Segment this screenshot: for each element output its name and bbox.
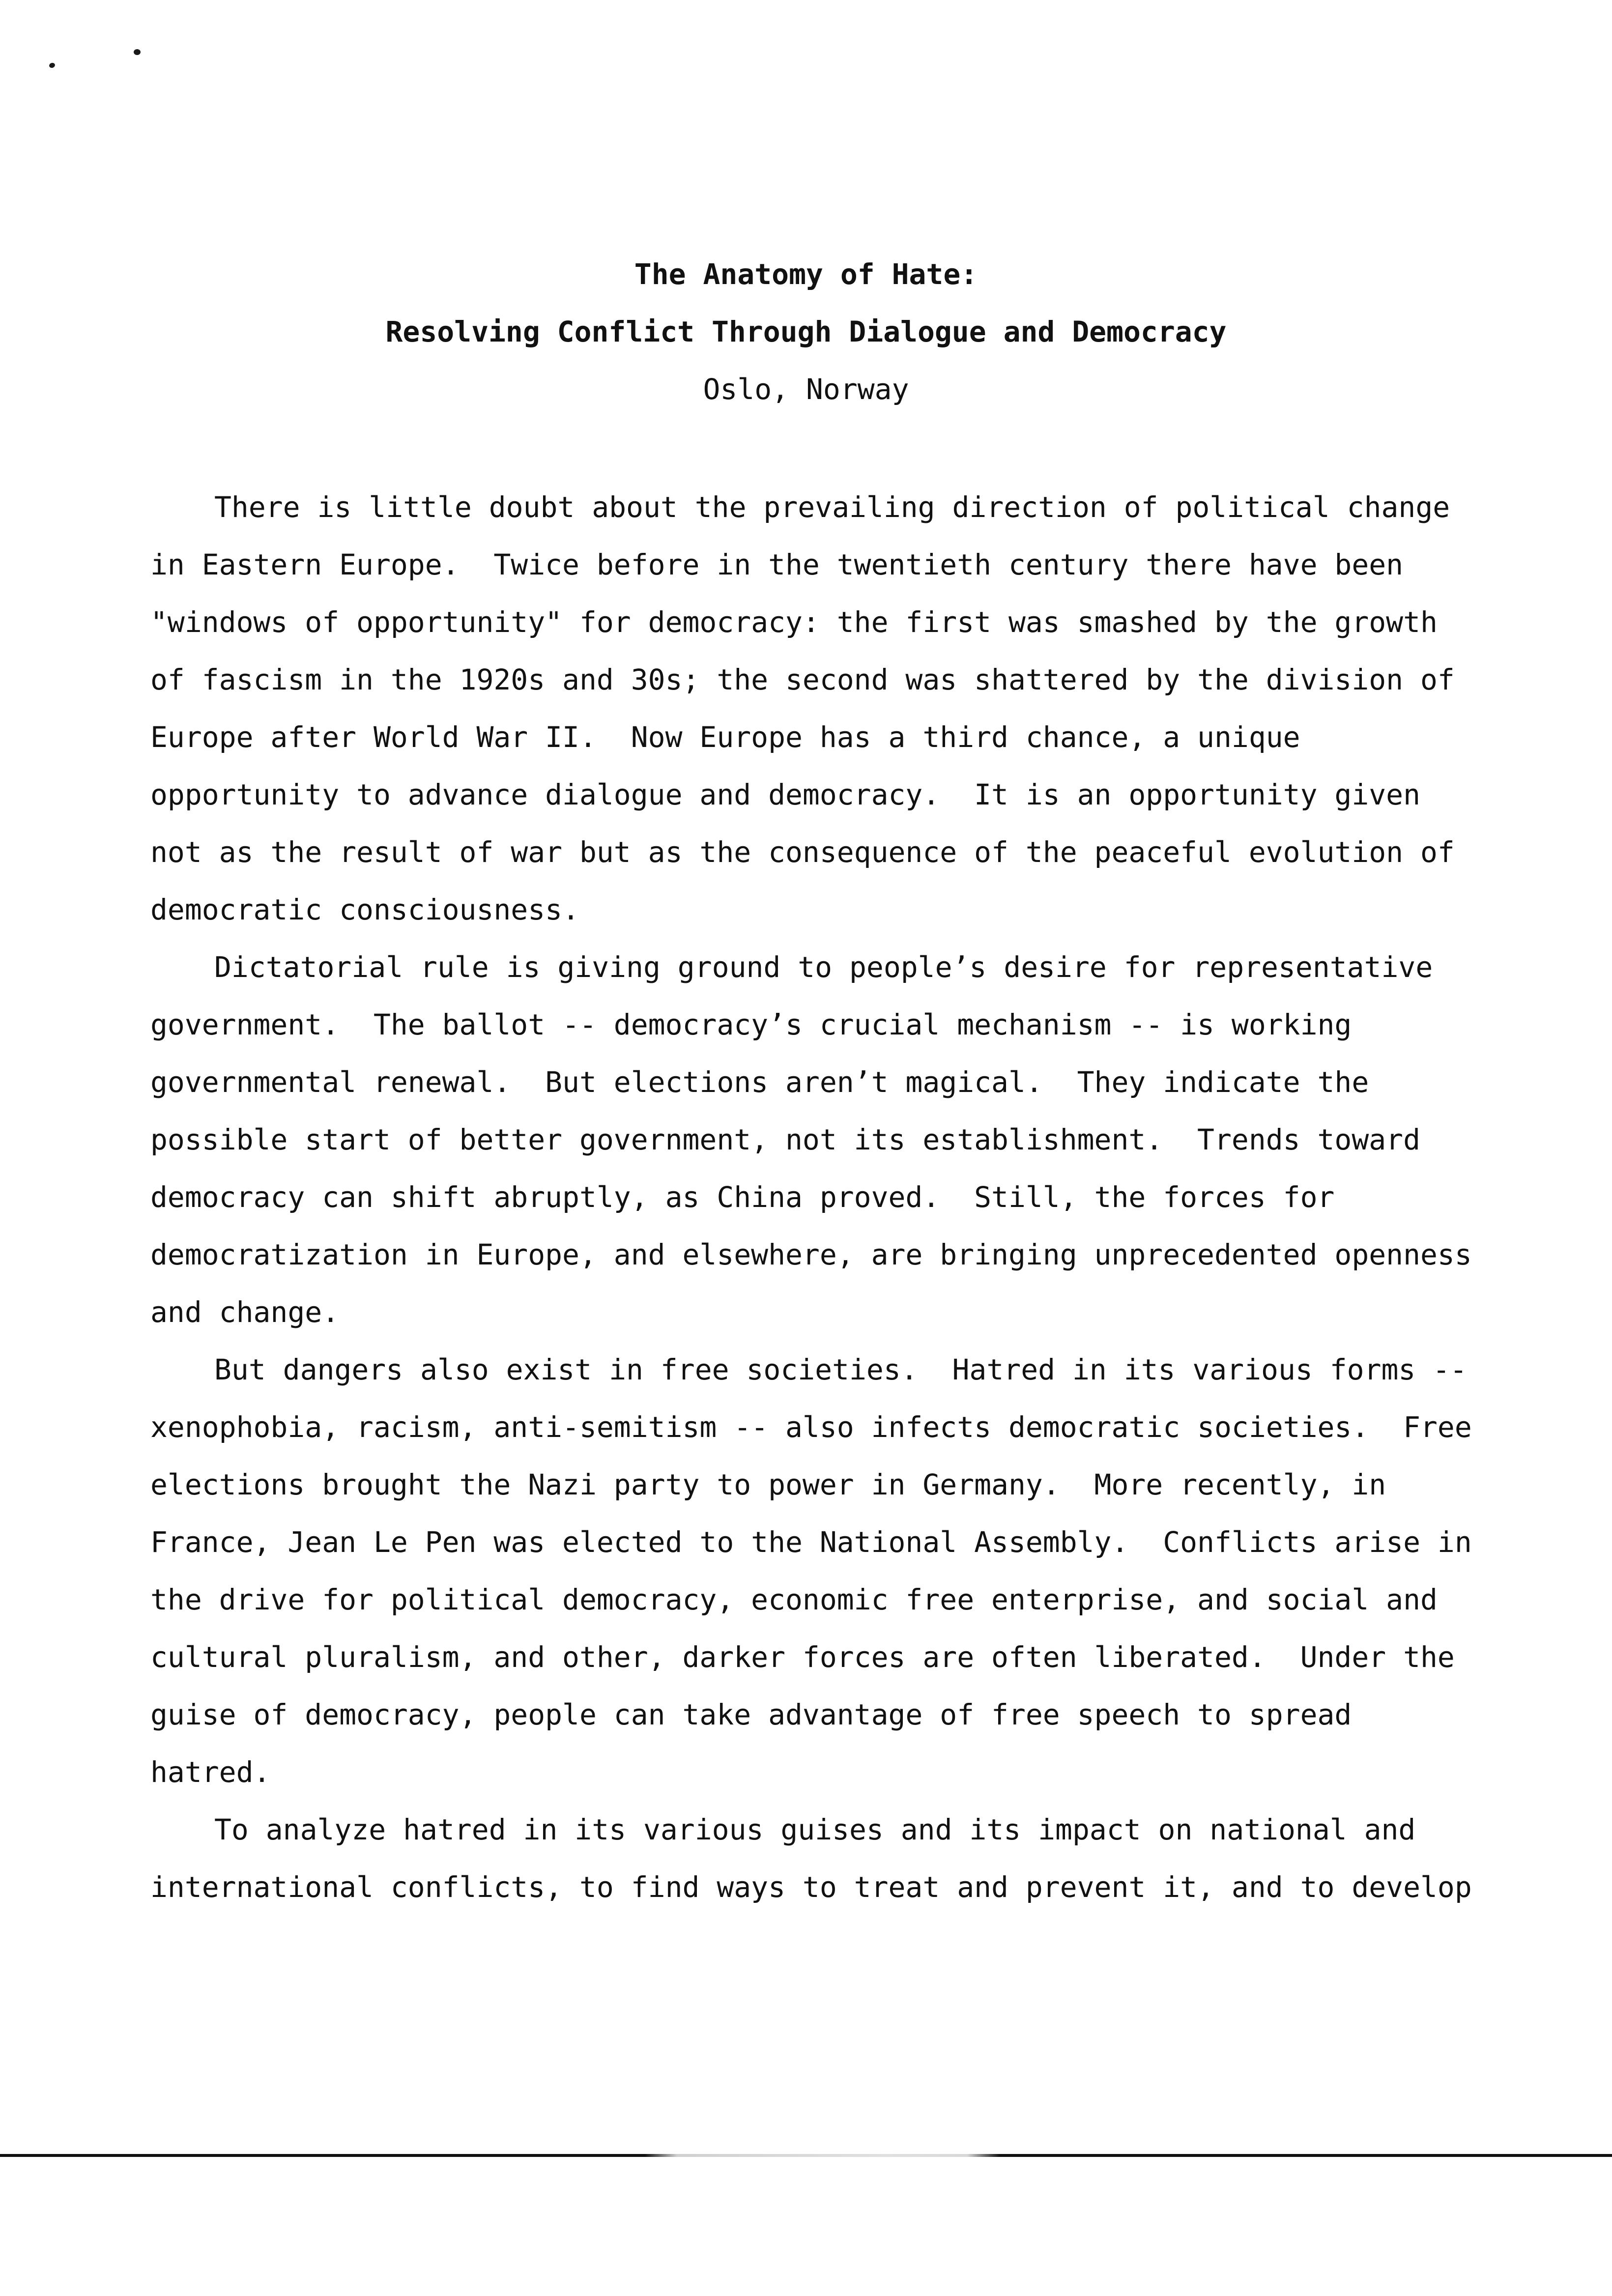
body-line: democratic consciousness.	[150, 893, 579, 926]
body-line: of fascism in the 1920s and 30s; the second was shattered by the division of	[150, 663, 1455, 696]
body-line: elections brought the Nazi party to power in Germany. More recently, in	[150, 1468, 1386, 1501]
body-line: Europe after World War II. Now Europe has a third chance, a unique	[150, 720, 1300, 754]
body-line: governmental renewal. But elections aren’t magical. They indicate the	[150, 1065, 1369, 1099]
body-line: Dictatorial rule is giving ground to people’s desire for representative	[214, 950, 1433, 984]
body-line: international conflicts, to find ways to treat and prevent it, and to develop	[150, 1870, 1472, 1904]
body-line: But dangers also exist in free societies. Hatred in its various forms --	[214, 1353, 1468, 1386]
body-line: the drive for political democracy, economic free enterprise, and social and	[150, 1583, 1438, 1616]
body-line: possible start of better government, not its establishment. Trends toward	[150, 1123, 1421, 1156]
body-line: democratization in Europe, and elsewhere, are bringing unprecedented openness	[150, 1238, 1472, 1271]
document-subtitle: Resolving Conflict Through Dialogue and Democracy	[385, 315, 1227, 348]
body-line: and change.	[150, 1295, 340, 1329]
document-title: The Anatomy of Hate:	[634, 258, 978, 291]
body-line: hatred.	[150, 1755, 271, 1789]
body-line: in Eastern Europe. Twice before in the twentieth century there have been	[150, 548, 1404, 581]
body-line: opportunity to advance dialogue and democracy. It is an opportunity given	[150, 778, 1421, 811]
body-line: guise of democracy, people can take advantage of free speech to spread	[150, 1698, 1352, 1731]
page-bottom-rule	[0, 2154, 1612, 2157]
body-line: "windows of opportunity" for democracy: the first was smashed by the growth	[150, 605, 1438, 639]
document-location: Oslo, Norway	[703, 373, 909, 406]
body-line: There is little doubt about the prevailing direction of political change	[214, 490, 1450, 524]
body-text	[150, 479, 1472, 1916]
body-line: To analyze hatred in its various guises and its impact on national and	[214, 1813, 1416, 1846]
scan-speck	[49, 62, 56, 69]
scan-speck	[134, 49, 141, 55]
body-line: France, Jean Le Pen was elected to the National Assembly. Conflicts arise in	[150, 1525, 1472, 1559]
body-line: xenophobia, racism, anti-semitism -- also infects democratic societies. Free	[150, 1410, 1472, 1444]
body-line: democracy can shift abruptly, as China proved. Still, the forces for	[150, 1180, 1335, 1214]
body-line: cultural pluralism, and other, darker forces are often liberated. Under the	[150, 1640, 1455, 1674]
body-line: government. The ballot -- democracy’s crucial mechanism -- is working	[150, 1008, 1352, 1041]
body-line: not as the result of war but as the consequence of the peaceful evolution of	[150, 835, 1455, 869]
